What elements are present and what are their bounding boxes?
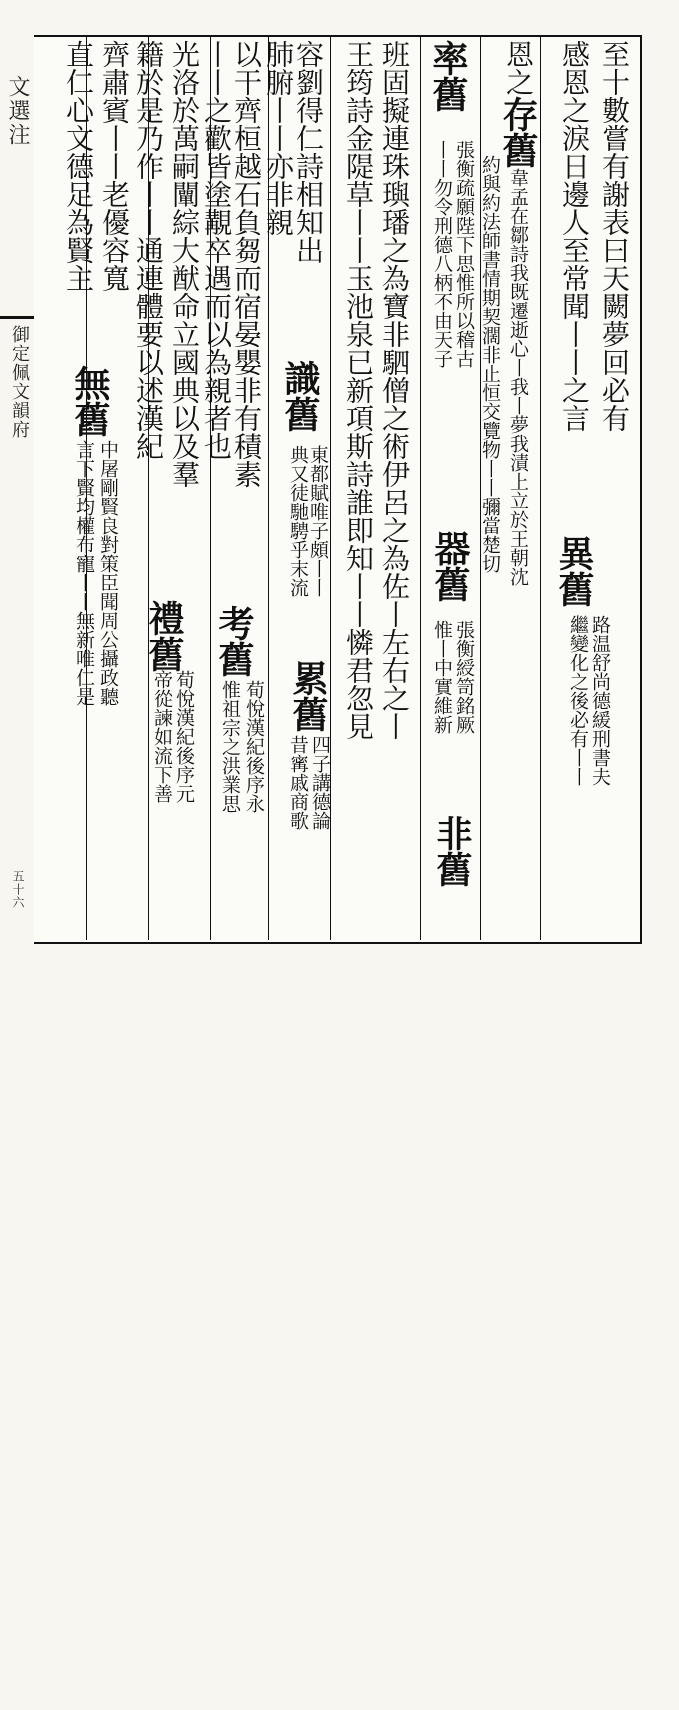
column-rule: [540, 35, 541, 940]
margin-book-title: 御定佩文韻府: [9, 325, 30, 439]
headword-fei-jiu: 非舊: [431, 815, 473, 887]
text-column: 感恩之淚日邊人至常聞丨丨之言: [558, 40, 591, 432]
small-annotation-column: 昔寗戚商歌: [287, 735, 309, 830]
small-annotation-column: 帝從諫如流下善: [151, 670, 173, 803]
text-column: [431, 815, 473, 1710]
small-annotation-column: 繼變化之後必有丨丨: [567, 615, 589, 786]
small-annotation-column: 中屠剛賢良對策臣聞周公攝政聽: [97, 440, 119, 706]
small-annotation-column: 典又徒馳騁乎末流: [287, 445, 309, 597]
text-column: 以干齊桓越石負芻而宿晏嬰非有積素: [230, 40, 263, 488]
small-annotation-column: 約與約法師書情期契濶非止恒交覽物丨丨彌當楚切: [479, 155, 501, 573]
text-column: 直仁心文德足為賢主: [62, 40, 95, 292]
side-margin: [0, 35, 36, 940]
small-annotation-column: 惟祖宗之洪業思: [219, 680, 241, 813]
text-column: 肺腑丨丨亦非親: [262, 40, 295, 236]
margin-separator: [0, 316, 34, 319]
small-annotation-column: 丨丨勿令刑德八柄不由天子: [431, 140, 453, 368]
margin-top-text: 文選注: [5, 75, 30, 147]
column-rule: [420, 35, 421, 940]
headword-yi-jiu: 異舊: [553, 535, 595, 607]
text-column: 容劉得仁詩相知出: [292, 40, 325, 264]
small-annotation-column: 四子講德論: [309, 735, 331, 830]
text-column: 籍於是乃作丨丨通連體要以述漢紀: [132, 40, 165, 460]
headword-li-jiu: 禮舊: [143, 600, 185, 672]
small-annotation-column: 張衡疏願陛下思惟所以稽古: [453, 140, 475, 368]
small-annotation-column: 荀悅漢紀後序元: [173, 670, 195, 803]
small-annotation-column: 言下賢均權布寵丨丨無新唯仁是: [73, 440, 95, 706]
text-column: 丨丨之歡皆塗覯卒遇而以為親者也: [200, 40, 233, 460]
headword-qi-jiu: 器舊: [429, 530, 471, 602]
text-column: 王筠詩金隄草丨丨玉池泉已新項斯詩誰即知丨丨憐君忽見: [342, 40, 375, 740]
small-annotation-column: 路温舒尚德緩刑書夫: [589, 615, 611, 786]
headword-lv-jiu: 率舊: [427, 40, 469, 112]
text-column: 齊肅賓丨丨老優容寬: [98, 40, 131, 292]
headword-wu-jiu: 無舊: [69, 365, 111, 437]
headword-shi-jiu: 識舊: [279, 360, 321, 432]
small-annotation-column: 張衡綬笥銘厥: [453, 620, 475, 734]
text-column: 至十數嘗有謝表曰天闕夢回必有: [598, 40, 631, 432]
small-annotation-column: 荀悅漢紀後序永: [243, 680, 265, 813]
text-column: 恩之存舊韋孟在鄒詩我既遷逝心丨我丨夢我漬上立於王朝沈: [497, 40, 539, 586]
page-number: 五十六: [11, 870, 25, 909]
text-column: 班固擬連珠璵璠之為寶非駟僧之術伊呂之為佐丨左右之丨: [378, 40, 411, 740]
headword-kao-jiu: 考舊: [213, 605, 255, 677]
headword-lei-jiu: 累舊: [287, 660, 329, 732]
text-column: 光洛於萬嗣闡綜大猷命立國典以及羣: [168, 40, 201, 488]
headword-cun-jiu: 存舊: [497, 96, 539, 168]
small-annotation-column: 東都賦唯子頗丨丨: [307, 445, 329, 597]
small-annotation-column: 惟丨中實維新: [431, 620, 453, 734]
